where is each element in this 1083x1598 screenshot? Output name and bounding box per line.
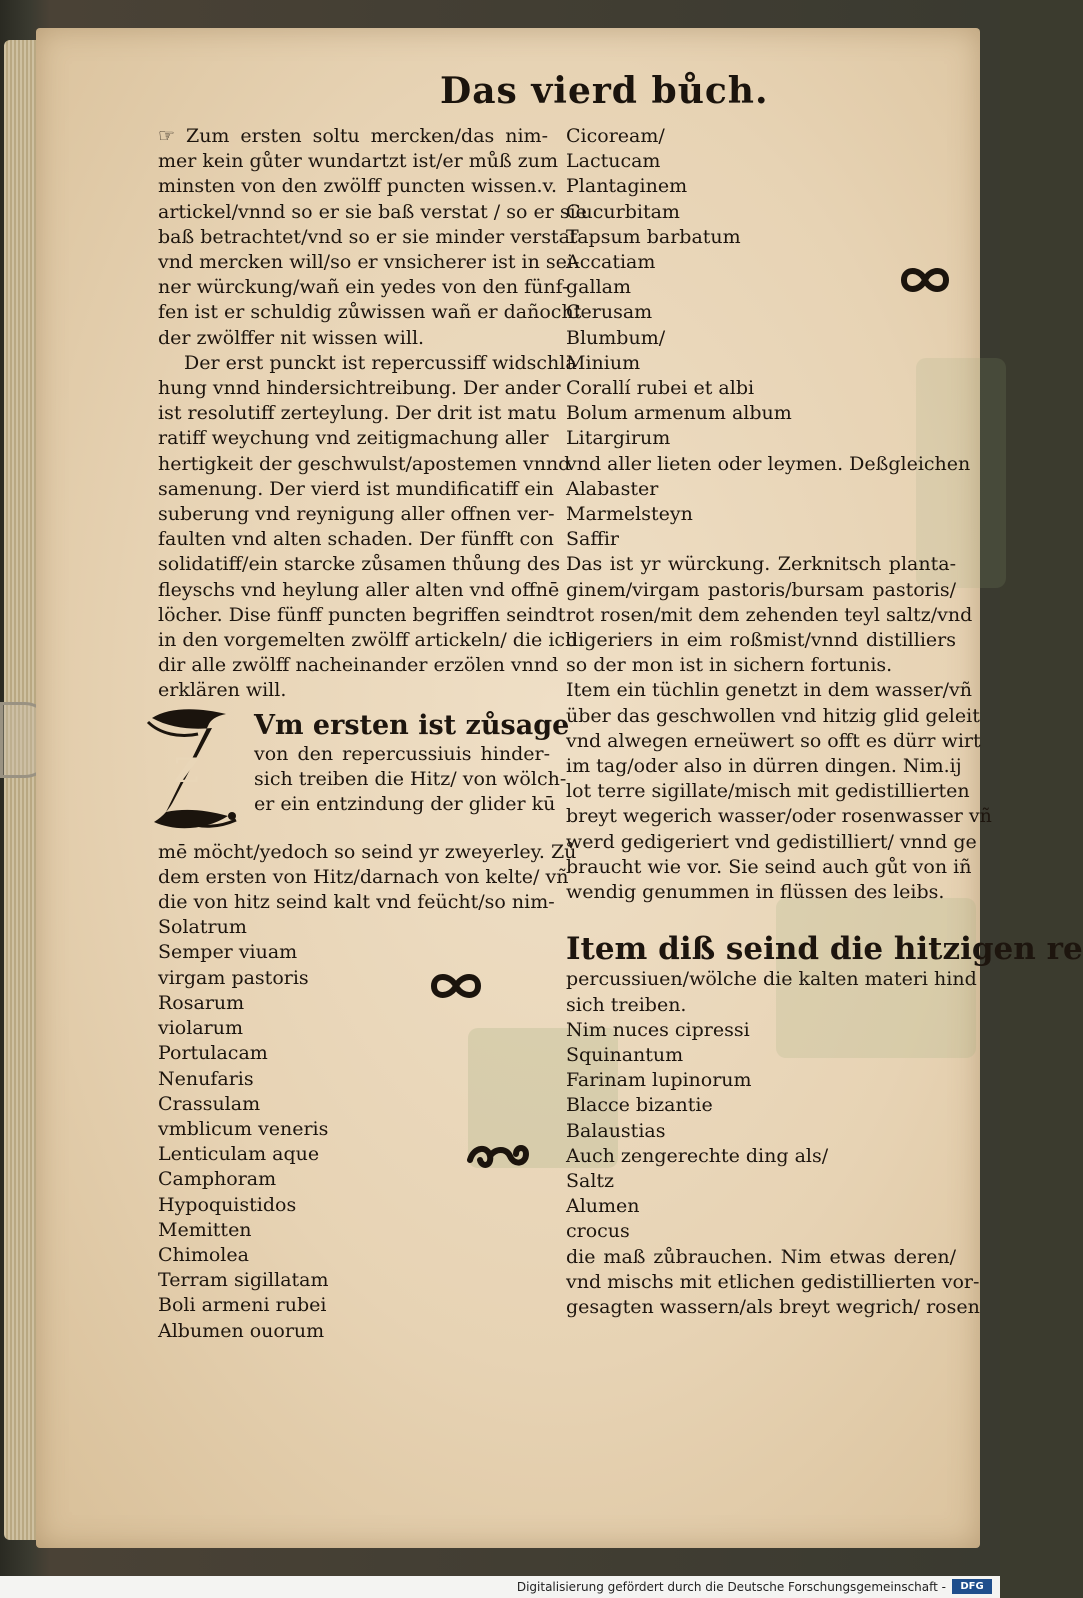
initial-heading-line: Vm ersten ist zůsage bbox=[254, 709, 570, 741]
list-item: Alabaster bbox=[566, 477, 659, 500]
list-item: Albumen ouorum bbox=[158, 1319, 325, 1342]
text-line: dir alle zwölff nacheinander erzölen vnnd bbox=[158, 654, 559, 677]
text-line: erklären will. bbox=[158, 679, 287, 702]
text-line: die von hitz seind kalt vnd feücht/so nim- bbox=[158, 891, 555, 914]
text-line: suberung vnd reynigung aller offnen ver- bbox=[158, 503, 555, 526]
section-heading-continuation bbox=[566, 967, 977, 1017]
list-item: Nenufaris bbox=[158, 1067, 254, 1090]
list-item: virgam pastoris bbox=[158, 966, 309, 989]
ingredient-list-right-1 bbox=[566, 124, 971, 552]
digitization-footer bbox=[0, 1576, 1000, 1598]
text-line: gesagten wassern/als breyt wegrich/ rosen bbox=[566, 1295, 980, 1318]
text-line: ner würckung/wañ ein yedes von den fünf- bbox=[158, 276, 569, 299]
text-line: hertigkeit der geschwulst/apostemen vnnd bbox=[158, 452, 571, 475]
list-item: Saltz bbox=[566, 1169, 615, 1192]
list-item: Portulacam bbox=[158, 1042, 268, 1065]
text-line: ratiff weychung vnd zeitigmachung aller bbox=[158, 427, 549, 450]
section-heading: Item diß seind die hitzigen re bbox=[566, 931, 1083, 968]
dfg-logo: DFG bbox=[952, 1579, 992, 1594]
text-line: hung vnnd hindersichtreibung. Der ander bbox=[158, 377, 561, 400]
list-item: Farinam lupinorum bbox=[566, 1069, 752, 1092]
list-item: Marmelsteyn bbox=[566, 503, 693, 526]
list-item: Balaustias bbox=[566, 1119, 666, 1142]
text-line: baß betrachtet/vnd so er sie minder verstat bbox=[158, 225, 578, 248]
list-item: vnd aller lieten oder leymen. Deßgleichen bbox=[566, 452, 971, 475]
list-item: Chimolea bbox=[158, 1243, 249, 1266]
text-line: percussiuen/wölche die kalten materi hind bbox=[566, 968, 977, 991]
text-line: solidatiff/ein starcke zůsamen thůung des bbox=[158, 553, 561, 576]
text-line: werd gedigeriert vnd gedistilliert/ vnnd ge bbox=[566, 830, 977, 853]
list-item: Camphoram bbox=[158, 1168, 277, 1191]
page-header-title: Das vierd bůch. bbox=[440, 70, 769, 112]
list-item: Squinantum bbox=[566, 1043, 684, 1066]
text-line: wendig genummen in flüssen des leibs. bbox=[566, 881, 945, 904]
text-line: fen ist er schuldig zůwissen wañ er dañocht bbox=[158, 301, 582, 324]
list-item: violarum bbox=[158, 1017, 243, 1040]
list-item: Cicoream/ bbox=[566, 125, 665, 147]
list-item: crocus bbox=[566, 1220, 630, 1243]
svg-text:Z: Z bbox=[174, 750, 199, 791]
list-item: Cucurbitam bbox=[566, 200, 680, 223]
book-page-edges bbox=[4, 40, 40, 1540]
after-initial-paragraph bbox=[158, 840, 577, 916]
list-item: Blumbum/ bbox=[566, 326, 666, 349]
text-line: rot rosen/mit dem zehenden teyl saltz/vnd bbox=[566, 603, 973, 626]
text-line: sich treiben. bbox=[566, 993, 687, 1016]
list-item: Plantaginem bbox=[566, 175, 688, 198]
text-line: Das ist yr würckung. Zerknitsch planta- bbox=[566, 553, 956, 576]
text-line: so der mon ist in sichern fortunis. bbox=[566, 654, 893, 677]
text-line: mē möcht/yedoch so seind yr zweyerley. Zů bbox=[158, 840, 577, 863]
text-line: digeriers in eim roßmist/vnnd distilliers bbox=[566, 629, 956, 652]
list-item: Lactucam bbox=[566, 150, 661, 173]
text-line: breyt wegerich wasser/oder rosenwasser vñ bbox=[566, 805, 992, 828]
text-line: ginem/virgam pastoris/bursam pastoris/ bbox=[566, 578, 956, 601]
text-line: im tag/oder also in dürren dingen. Nim.ij bbox=[566, 755, 962, 778]
fleuron-ornament-icon bbox=[430, 968, 482, 1004]
fleuron-ornament-icon bbox=[900, 262, 950, 298]
text-line: Item ein tüchlin genetzt in dem wasser/vñ bbox=[566, 679, 973, 702]
list-item: Lenticulam aque bbox=[158, 1143, 320, 1166]
intro-paragraph bbox=[158, 124, 587, 351]
decorated-initial-block bbox=[158, 709, 570, 840]
wurckung-paragraph bbox=[566, 552, 992, 905]
puncten-paragraph bbox=[158, 351, 578, 704]
list-item: Auch zengerechte ding als/ bbox=[566, 1144, 829, 1167]
list-item: Semper viuam bbox=[158, 941, 298, 964]
list-item: Minium bbox=[566, 351, 641, 374]
list-item: Cerusam bbox=[566, 301, 653, 324]
text-line: der zwölffer nit wissen will. bbox=[158, 326, 425, 349]
text-line: Der erst punckt ist repercussiff widschla bbox=[184, 351, 577, 374]
list-item: Alumen bbox=[566, 1195, 640, 1218]
list-item: Hypoquistidos bbox=[158, 1193, 297, 1216]
text-line: dem ersten von Hitz/darnach von kelte/ vñ bbox=[158, 865, 569, 888]
text-line: vnd mischs mit etlichen gedistillierten vor- bbox=[566, 1270, 980, 1293]
text-line: faulten vnd alten schaden. Der fünfft con bbox=[158, 528, 554, 551]
text-line: minsten von den zwölff puncten wissen.v. bbox=[158, 175, 558, 198]
text-line: vnd mercken will/so er vnsicherer ist in sei- bbox=[158, 251, 580, 274]
list-item: Rosarum bbox=[158, 991, 245, 1014]
list-item: vmblicum veneris bbox=[158, 1117, 329, 1140]
list-item: Crassulam bbox=[158, 1092, 261, 1115]
text-line: löcher. Dise fünff puncten begriffen seindt bbox=[158, 603, 566, 626]
text-line: samenung. Der vierd ist mundificatiff ein bbox=[158, 477, 554, 500]
text-line: mer kein gůter wundartzt ist/er můß zum bbox=[158, 150, 559, 173]
text-line: artickel/vnnd so er sie baß verstat / so er sie bbox=[158, 200, 587, 223]
text-line: die maß zůbrauchen. Nim etwas deren/ bbox=[566, 1245, 956, 1268]
list-item: Memitten bbox=[158, 1218, 252, 1241]
text-line: ☞ Zum ersten soltu mercken/das nim- bbox=[158, 125, 548, 147]
text-line: von den repercussiuis hinder- bbox=[254, 742, 550, 765]
ingredient-list-right-2 bbox=[566, 1018, 956, 1245]
list-item: Blacce bizantie bbox=[566, 1094, 713, 1117]
text-line: vnd alwegen erneüwert so offt es dürr wirt bbox=[566, 729, 981, 752]
list-item: Tapsum barbatum bbox=[566, 225, 741, 248]
scroll-ornament-icon bbox=[466, 1140, 530, 1174]
text-line: in den vorgemelten zwölff artickeln/ die ich bbox=[158, 629, 578, 652]
footer-credit-text: Digitalisierung gefördert durch die Deutsche Forschungsgemeinschaft - bbox=[516, 1580, 946, 1594]
closing-paragraph bbox=[566, 1245, 980, 1321]
text-line: er ein entzindung der glider kū bbox=[254, 793, 556, 816]
text-line: über das geschwollen vnd hitzig glid geleit bbox=[566, 704, 980, 727]
decorated-initial-z-icon bbox=[146, 704, 238, 834]
ingredient-list-left bbox=[158, 915, 548, 1343]
list-item: Corallí rubei et albi bbox=[566, 377, 755, 400]
initial-text-lines bbox=[254, 709, 570, 818]
list-item: Nim nuces cipressi bbox=[566, 1018, 750, 1041]
text-line: lot terre sigillate/misch mit gedistillierten bbox=[566, 780, 970, 803]
list-item: Boli armeni rubei bbox=[158, 1294, 327, 1317]
list-item: Accatiam bbox=[566, 251, 656, 274]
text-line: fleyschs vnd heylung aller alten vnd offnē bbox=[158, 578, 560, 601]
list-item: Litargirum bbox=[566, 427, 671, 450]
list-item: Bolum armenum album bbox=[566, 402, 792, 425]
text-line: braucht wie vor. Sie seind auch gůt von iñ bbox=[566, 855, 972, 878]
right-column bbox=[566, 124, 1083, 1320]
text-line: ist resolutiff zerteylung. Der drit ist matu bbox=[158, 402, 557, 425]
text-line: sich treiben die Hitz/ von wölch- bbox=[254, 767, 567, 790]
list-item: Solatrum bbox=[158, 916, 247, 939]
list-item: Saffir bbox=[566, 528, 620, 551]
list-item: Terram sigillatam bbox=[158, 1269, 329, 1292]
list-item: gallam bbox=[566, 276, 631, 299]
